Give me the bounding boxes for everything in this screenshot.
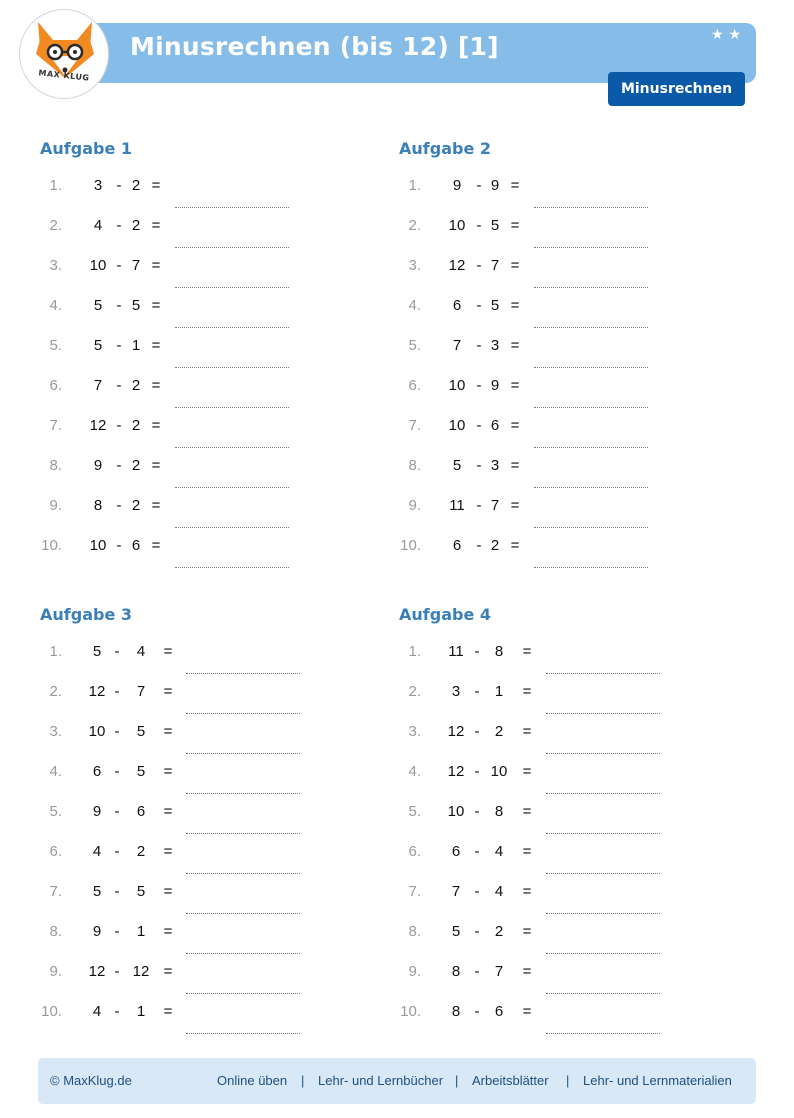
equals-sign: = <box>510 457 520 474</box>
footer-link-online-ueben[interactable]: Online üben <box>217 1073 288 1088</box>
answer-line[interactable] <box>186 713 300 714</box>
minus-sign: - <box>474 723 480 740</box>
minus-sign: - <box>476 337 482 354</box>
equals-sign: = <box>151 177 161 194</box>
problem-number: 2. <box>408 217 421 234</box>
minus-sign: - <box>476 417 482 434</box>
footer-link-lehr-und-lernbuecher[interactable]: Lehr- und Lernbücher <box>318 1073 444 1088</box>
minuend: 3 <box>93 177 103 194</box>
equals-sign: = <box>151 257 161 274</box>
footer <box>38 1058 756 1104</box>
minus-sign: - <box>114 963 120 980</box>
problem-row <box>0 216 794 236</box>
equals-sign: = <box>522 763 532 780</box>
equals-sign: = <box>151 417 161 434</box>
problem-number: 8. <box>49 457 62 474</box>
problem-number: 1. <box>49 643 62 660</box>
footer-link-arbeitsblaetter[interactable]: Arbeitsblätter <box>472 1073 549 1088</box>
equals-sign: = <box>163 723 173 740</box>
problem-number: 3. <box>49 723 62 740</box>
problem-number: 10. <box>400 537 421 554</box>
problem-row <box>0 922 794 942</box>
equals-sign: = <box>151 497 161 514</box>
minuend: 10 <box>88 723 106 740</box>
subtrahend: 7 <box>136 683 146 700</box>
subtrahend: 6 <box>136 803 146 820</box>
minus-sign: - <box>114 843 120 860</box>
minuend: 5 <box>92 643 102 660</box>
subtrahend: 7 <box>490 497 500 514</box>
problem-row <box>0 176 794 196</box>
equals-sign: = <box>151 217 161 234</box>
equals-sign: = <box>163 763 173 780</box>
subtrahend: 5 <box>490 297 500 314</box>
problem-number: 10. <box>400 1003 421 1020</box>
problem-number: 5. <box>408 803 421 820</box>
subtrahend: 6 <box>494 1003 504 1020</box>
subtrahend: 2 <box>136 843 146 860</box>
minuend: 9 <box>452 177 462 194</box>
minus-sign: - <box>474 803 480 820</box>
minus-sign: - <box>474 883 480 900</box>
equals-sign: = <box>163 843 173 860</box>
minuend: 9 <box>92 803 102 820</box>
answer-line[interactable] <box>546 713 660 714</box>
subtrahend: 2 <box>131 417 141 434</box>
problem-row <box>0 376 794 396</box>
equals-sign: = <box>163 923 173 940</box>
section-title: Aufgabe 4 <box>399 605 491 624</box>
problem-number: 6. <box>408 843 421 860</box>
equals-sign: = <box>510 217 520 234</box>
equals-sign: = <box>522 963 532 980</box>
minus-sign: - <box>114 643 120 660</box>
problem-number: 8. <box>408 457 421 474</box>
equals-sign: = <box>522 803 532 820</box>
problem-row <box>0 496 794 516</box>
subtrahend: 9 <box>490 177 500 194</box>
problem-number: 7. <box>408 417 421 434</box>
answer-line[interactable] <box>175 327 289 328</box>
minuend: 12 <box>448 257 466 274</box>
section-title: Aufgabe 1 <box>40 139 132 158</box>
minus-sign: - <box>114 883 120 900</box>
subtrahend: 6 <box>490 417 500 434</box>
equals-sign: = <box>510 177 520 194</box>
subtrahend: 2 <box>494 923 504 940</box>
minuend: 12 <box>447 723 465 740</box>
subtrahend: 5 <box>136 763 146 780</box>
answer-line[interactable] <box>546 873 660 874</box>
minus-sign: - <box>116 337 122 354</box>
subtrahend: 1 <box>494 683 504 700</box>
minuend: 5 <box>92 883 102 900</box>
answer-line[interactable] <box>175 287 289 288</box>
problem-number: 3. <box>408 257 421 274</box>
subtrahend: 2 <box>131 377 141 394</box>
fox-icon <box>20 10 110 100</box>
section-title: Aufgabe 3 <box>40 605 132 624</box>
subtrahend: 5 <box>131 297 141 314</box>
equals-sign: = <box>510 417 520 434</box>
problem-number: 5. <box>408 337 421 354</box>
equals-sign: = <box>151 297 161 314</box>
problem-number: 10. <box>41 537 62 554</box>
equals-sign: = <box>163 963 173 980</box>
answer-line[interactable] <box>186 913 300 914</box>
answer-line[interactable] <box>546 953 660 954</box>
minus-sign: - <box>114 683 120 700</box>
problem-row <box>0 722 794 742</box>
answer-line[interactable] <box>546 793 660 794</box>
problem-row <box>0 882 794 902</box>
minuend: 12 <box>447 763 465 780</box>
subtrahend: 4 <box>494 843 504 860</box>
minus-sign: - <box>474 763 480 780</box>
problem-number: 4. <box>49 763 62 780</box>
problem-row <box>0 416 794 436</box>
subtrahend: 9 <box>490 377 500 394</box>
problem-number: 6. <box>49 377 62 394</box>
answer-line[interactable] <box>186 873 300 874</box>
minuend: 10 <box>448 377 466 394</box>
problem-number: 4. <box>408 763 421 780</box>
subtrahend: 5 <box>490 217 500 234</box>
equals-sign: = <box>163 1003 173 1020</box>
subtrahend: 6 <box>131 537 141 554</box>
minuend: 6 <box>92 763 102 780</box>
problem-number: 6. <box>49 843 62 860</box>
minus-sign: - <box>476 257 482 274</box>
subtrahend: 12 <box>132 963 150 980</box>
minuend: 9 <box>92 923 102 940</box>
answer-line[interactable] <box>175 527 289 528</box>
minus-sign: - <box>476 457 482 474</box>
problem-row <box>0 456 794 476</box>
section-title: Aufgabe 2 <box>399 139 491 158</box>
subtrahend: 3 <box>490 457 500 474</box>
problem-number: 1. <box>408 643 421 660</box>
minuend: 7 <box>451 883 461 900</box>
problem-row <box>0 536 794 556</box>
minus-sign: - <box>476 377 482 394</box>
minuend: 12 <box>88 683 106 700</box>
minus-sign: - <box>116 177 122 194</box>
answer-line[interactable] <box>175 487 289 488</box>
minuend: 10 <box>89 537 107 554</box>
subtrahend: 5 <box>136 883 146 900</box>
equals-sign: = <box>151 337 161 354</box>
problem-row <box>0 842 794 862</box>
equals-sign: = <box>522 643 532 660</box>
minus-sign: - <box>476 217 482 234</box>
minuend: 11 <box>448 643 464 660</box>
answer-line[interactable] <box>175 207 289 208</box>
answer-line[interactable] <box>546 993 660 994</box>
minuend: 8 <box>451 1003 461 1020</box>
equals-sign: = <box>151 377 161 394</box>
minuend: 4 <box>92 1003 102 1020</box>
minus-sign: - <box>114 723 120 740</box>
equals-sign: = <box>510 497 520 514</box>
footer-separator: | <box>301 1073 305 1088</box>
minus-sign: - <box>474 843 480 860</box>
problem-row <box>0 962 794 982</box>
equals-sign: = <box>522 723 532 740</box>
minuend: 10 <box>89 257 107 274</box>
answer-line[interactable] <box>546 913 660 914</box>
minuend: 4 <box>92 843 102 860</box>
footer-link-lehr-und-lernmaterialien[interactable]: Lehr- und Lernmaterialien <box>583 1073 732 1088</box>
subtrahend: 7 <box>494 963 504 980</box>
minus-sign: - <box>476 297 482 314</box>
answer-line[interactable] <box>546 673 660 674</box>
minuend: 6 <box>452 537 462 554</box>
minuend: 11 <box>449 497 465 514</box>
footer-separator: | <box>566 1073 570 1088</box>
subtrahend: 2 <box>494 723 504 740</box>
answer-line[interactable] <box>186 953 300 954</box>
problem-row <box>0 296 794 316</box>
answer-line[interactable] <box>186 833 300 834</box>
minuend: 7 <box>93 377 103 394</box>
problem-number: 9. <box>49 497 62 514</box>
subtrahend: 2 <box>131 497 141 514</box>
answer-line[interactable] <box>186 753 300 754</box>
problem-number: 7. <box>49 883 62 900</box>
answer-line[interactable] <box>175 407 289 408</box>
minus-sign: - <box>474 963 480 980</box>
subtrahend: 2 <box>131 177 141 194</box>
minus-sign: - <box>116 217 122 234</box>
problem-number: 8. <box>49 923 62 940</box>
problem-number: 9. <box>408 497 421 514</box>
problem-number: 7. <box>49 417 62 434</box>
minus-sign: - <box>474 1003 480 1020</box>
equals-sign: = <box>522 683 532 700</box>
minus-sign: - <box>474 923 480 940</box>
problem-number: 4. <box>49 297 62 314</box>
minus-sign: - <box>114 803 120 820</box>
answer-line[interactable] <box>175 447 289 448</box>
answer-line[interactable] <box>534 367 648 368</box>
subtrahend: 7 <box>131 257 141 274</box>
answer-line[interactable] <box>534 207 648 208</box>
minuend: 8 <box>93 497 103 514</box>
answer-line[interactable] <box>175 247 289 248</box>
subtrahend: 5 <box>136 723 146 740</box>
problem-row <box>0 336 794 356</box>
problem-number: 4. <box>408 297 421 314</box>
minuend: 7 <box>452 337 462 354</box>
problem-number: 7. <box>408 883 421 900</box>
problem-number: 6. <box>408 377 421 394</box>
equals-sign: = <box>151 457 161 474</box>
equals-sign: = <box>510 377 520 394</box>
minus-sign: - <box>474 683 480 700</box>
logo-text: MAX KLUG <box>38 68 90 83</box>
minus-sign: - <box>116 257 122 274</box>
minuend: 12 <box>88 963 106 980</box>
answer-line[interactable] <box>534 407 648 408</box>
problem-row <box>0 762 794 782</box>
subtrahend: 2 <box>490 537 500 554</box>
subtrahend: 8 <box>494 643 504 660</box>
subtrahend: 3 <box>490 337 500 354</box>
minuend: 5 <box>93 297 103 314</box>
subtrahend: 10 <box>490 763 508 780</box>
minuend: 10 <box>447 803 465 820</box>
difficulty-stars-icon: ★★ <box>711 27 747 43</box>
footer-separator: | <box>455 1073 459 1088</box>
problem-number: 3. <box>408 723 421 740</box>
minus-sign: - <box>474 643 480 660</box>
equals-sign: = <box>510 337 520 354</box>
equals-sign: = <box>522 883 532 900</box>
minus-sign: - <box>476 537 482 554</box>
minuend: 6 <box>451 843 461 860</box>
minuend: 10 <box>448 217 466 234</box>
answer-line[interactable] <box>186 793 300 794</box>
minus-sign: - <box>114 923 120 940</box>
minuend: 10 <box>448 417 466 434</box>
minus-sign: - <box>116 377 122 394</box>
problem-number: 3. <box>49 257 62 274</box>
minuend: 3 <box>451 683 461 700</box>
problem-number: 10. <box>41 1003 62 1020</box>
problem-number: 9. <box>49 963 62 980</box>
equals-sign: = <box>151 537 161 554</box>
minus-sign: - <box>116 297 122 314</box>
answer-line[interactable] <box>534 327 648 328</box>
minus-sign: - <box>116 417 122 434</box>
answer-line[interactable] <box>534 247 648 248</box>
minuend: 6 <box>452 297 462 314</box>
worksheet-title: Minusrechnen (bis 12) [1] <box>130 32 499 61</box>
equals-sign: = <box>510 537 520 554</box>
equals-sign: = <box>522 1003 532 1020</box>
answer-line[interactable] <box>534 287 648 288</box>
footer-copyright[interactable]: © MaxKlug.de <box>50 1073 132 1088</box>
problem-number: 9. <box>408 963 421 980</box>
minus-sign: - <box>116 497 122 514</box>
equals-sign: = <box>510 257 520 274</box>
subtrahend: 8 <box>494 803 504 820</box>
problem-number: 8. <box>408 923 421 940</box>
problem-number: 2. <box>49 683 62 700</box>
subtrahend: 1 <box>136 1003 146 1020</box>
subtrahend: 4 <box>136 643 146 660</box>
answer-line[interactable] <box>186 673 300 674</box>
answer-line[interactable] <box>534 527 648 528</box>
problem-number: 1. <box>49 177 62 194</box>
equals-sign: = <box>510 297 520 314</box>
minus-sign: - <box>476 177 482 194</box>
maxklug-logo[interactable] <box>19 9 109 99</box>
minus-sign: - <box>116 537 122 554</box>
problem-number: 5. <box>49 337 62 354</box>
minuend: 8 <box>451 963 461 980</box>
problem-row <box>0 642 794 662</box>
problem-number: 5. <box>49 803 62 820</box>
minus-sign: - <box>476 497 482 514</box>
problem-row <box>0 256 794 276</box>
answer-line[interactable] <box>534 447 648 448</box>
minuend: 12 <box>89 417 107 434</box>
minus-sign: - <box>114 1003 120 1020</box>
equals-sign: = <box>163 683 173 700</box>
minuend: 5 <box>451 923 461 940</box>
subtrahend: 2 <box>131 457 141 474</box>
subtrahend: 7 <box>490 257 500 274</box>
minuend: 4 <box>93 217 103 234</box>
equals-sign: = <box>522 923 532 940</box>
minuend: 5 <box>452 457 462 474</box>
subtrahend: 2 <box>131 217 141 234</box>
answer-line[interactable] <box>175 567 289 568</box>
answer-line[interactable] <box>534 487 648 488</box>
answer-line[interactable] <box>175 367 289 368</box>
problem-row <box>0 682 794 702</box>
answer-line[interactable] <box>546 833 660 834</box>
equals-sign: = <box>522 843 532 860</box>
problem-number: 2. <box>49 217 62 234</box>
minus-sign: - <box>114 763 120 780</box>
problem-row <box>0 802 794 822</box>
problem-number: 2. <box>408 683 421 700</box>
answer-line[interactable] <box>546 753 660 754</box>
answer-line[interactable] <box>186 1033 300 1034</box>
answer-line[interactable] <box>546 1033 660 1034</box>
minuend: 5 <box>93 337 103 354</box>
answer-line[interactable] <box>186 993 300 994</box>
subtrahend: 1 <box>131 337 141 354</box>
subtrahend: 1 <box>136 923 146 940</box>
subtrahend: 4 <box>494 883 504 900</box>
answer-line[interactable] <box>534 567 648 568</box>
problem-number: 1. <box>408 177 421 194</box>
equals-sign: = <box>163 803 173 820</box>
equals-sign: = <box>163 643 173 660</box>
problem-row <box>0 1002 794 1022</box>
topic-button[interactable]: Minusrechnen <box>608 72 745 106</box>
minus-sign: - <box>116 457 122 474</box>
minuend: 9 <box>93 457 103 474</box>
equals-sign: = <box>163 883 173 900</box>
